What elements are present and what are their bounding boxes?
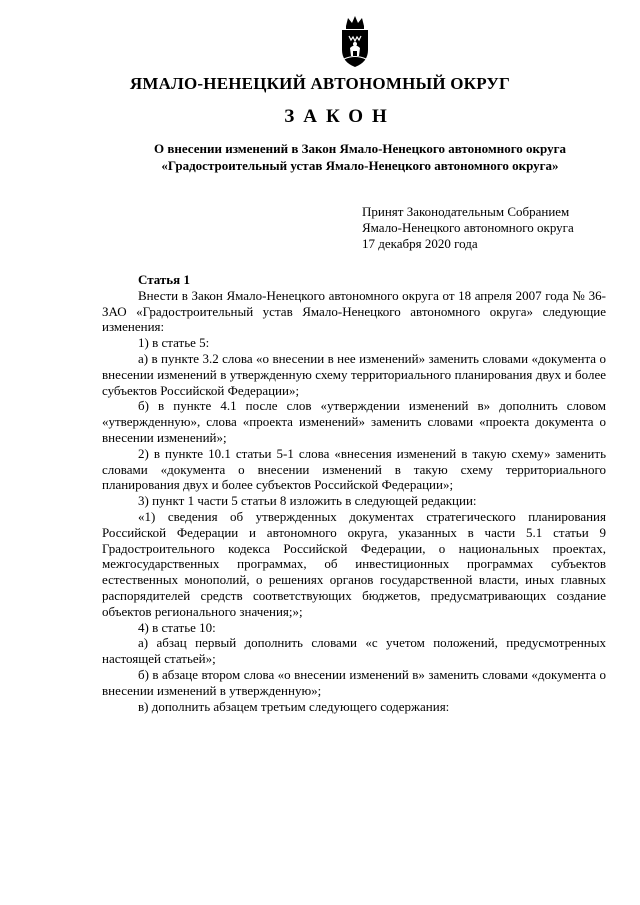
adoption-block (362, 204, 574, 252)
adoption-date: 17 декабря 2020 года (362, 236, 478, 251)
paragraph: а) в пункте 3.2 слова «о внесении в нее изменений» заменить словами «документа о внесении изменений в утвержденную схему территориального планирования двух и более субъектов Российской Федерации»; (102, 350, 606, 398)
law-subject-line: О внесении изменений в Закон Ямало-Ненецкого автономного округа (153, 141, 566, 156)
paragraph: 1) в статье 5: (138, 335, 210, 351)
article-body (102, 272, 606, 714)
adoption-line: Принят Законодательным Собранием (362, 204, 570, 219)
adoption-line: Ямало-Ненецкого автономного округа (362, 220, 574, 235)
paragraph: «1) сведения об утвержденных документах стратегического планирования Российской Федерации и автономного округа, указанных в части 5.1 статьи 9 Градостроительного кодекса Российской Федерации, о национальных проектах, межгосударственных программах, об инвестиционных программах субъектов естественных монополий, о решениях органов государственной власти, иных главных распорядителей средств соответствующих бюджетов, предусматривающих создание объектов регионального значения;»; (102, 508, 606, 619)
paragraph: б) в абзаце втором слова «о внесении изменений в» заменить словами «документа о внесении изменений в утвержденную»; (102, 666, 606, 698)
article-title: Статья 1 (138, 272, 190, 287)
paragraph: б) в пункте 4.1 после слов «утверждении изменений в» дополнить словом «утвержденную», слова «проекта изменений» заменить словами «проекта документа о внесении изменений»; (102, 398, 606, 445)
paragraph: в) дополнить абзацем третьим следующего содержания: (138, 698, 450, 714)
paragraph: 3) пункт 1 части 5 статьи 8 изложить в следующей редакции: (138, 493, 477, 509)
coat-of-arms-icon (336, 14, 374, 68)
law-subject-line: «Градостроительный устав Ямало-Ненецкого автономного округа» (161, 158, 559, 173)
paragraph: 4) в статье 10: (138, 619, 216, 635)
region-heading: ЯМАЛО-НЕНЕЦКИЙ АВТОНОМНЫЙ ОКРУГ (129, 74, 511, 93)
document-type-title: ЗАКОН (284, 106, 396, 127)
paragraph: 2) в пункте 10.1 статьи 5-1 слова «внесения изменений в такую схему» заменить словами «документа о внесении изменений в такую схему территориального планирования двух и более субъектов Российской Федерации»; (102, 445, 606, 493)
law-subject (40, 140, 640, 174)
paragraph: а) абзац первый дополнить словами «с учетом положений, предусмотренных настоящей статьей»; (102, 635, 606, 667)
paragraph: Внести в Закон Ямало-Ненецкого автономного округа от 18 апреля 2007 года № 36-ЗАО «Градостроительный устав Ямало-Ненецкого автономного округа» следующие изменения: (102, 287, 606, 335)
